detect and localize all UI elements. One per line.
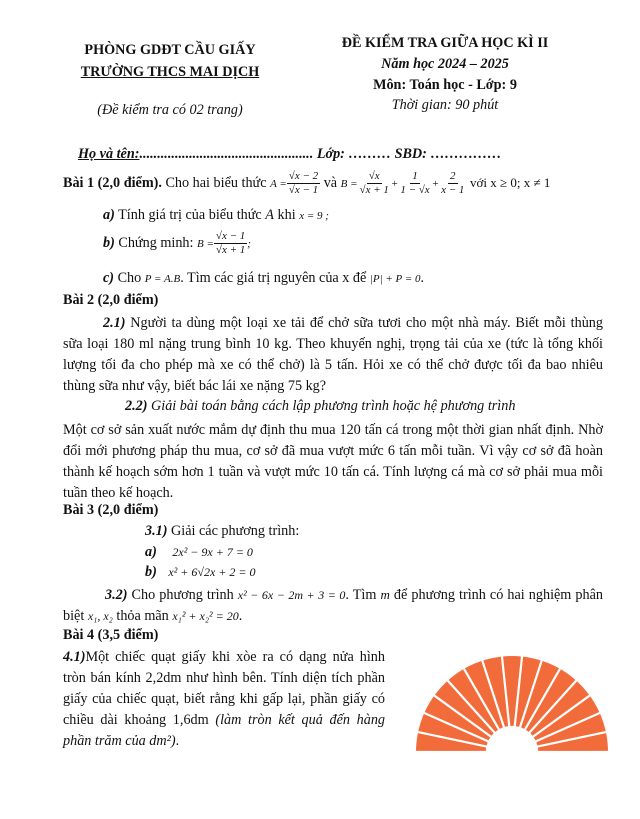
school-name-text: TRƯỜNG THCS MAI DỊCH (80, 64, 260, 80)
bai3-p32-text4: thỏa mãn (116, 608, 169, 624)
bai1-a-cond: x = 9 ; (299, 210, 329, 222)
department-name: PHÒNG GDĐT CẦU GIẤY (84, 42, 256, 58)
bai1-b-num: √x − 1 (215, 230, 246, 242)
pages-note: (Đề kiểm tra có 02 trang) (97, 102, 243, 118)
b-term3-den: x − 1 (441, 184, 465, 196)
bai1-title: Bài 1 (2,0 điểm). (63, 174, 162, 191)
bai1-a-label: a) (103, 207, 115, 223)
bai3-title-text: Bài 3 (2,0 điểm) (63, 502, 159, 518)
exam-time: Thời gian: 90 phút (391, 97, 499, 113)
bai4-title-text: Bài 4 (3,5 điểm) (63, 627, 159, 643)
bai3-p32-m: m (380, 587, 390, 602)
bai3-p32 (63, 584, 603, 627)
name-label: Họ và tên: (78, 146, 140, 162)
expr-B-term3 (439, 170, 466, 197)
bai3-title (63, 502, 158, 519)
student-info-line (78, 146, 608, 163)
bai3-a (145, 544, 253, 561)
paper-fan-figure (412, 648, 612, 758)
bai1-b-end: ; (247, 237, 251, 250)
bai3-p32-text1: Cho phương trình (131, 587, 234, 603)
expr-A-label: A = (270, 177, 287, 190)
bai4-p41-label: 4.1) (63, 649, 86, 665)
bai1-b-text: Chứng minh: (118, 234, 194, 251)
bai1-b-frac (214, 230, 247, 257)
bai3-b (145, 564, 256, 581)
bai1-b-label: b) (103, 234, 115, 251)
bai1-c-text1: Cho (117, 270, 142, 286)
bai1-c-expr1: P = A.B (144, 273, 181, 285)
bai1-c-text2: . Tìm các giá trị nguyên của x để (180, 270, 367, 286)
b-term1-num: √x (368, 170, 380, 182)
expr-A-num: √x − 2 (288, 170, 319, 182)
bai2-p22-heading-line (125, 398, 515, 415)
b-term1-den: √x + 1 (359, 184, 389, 196)
class-label: Lớp: (316, 146, 345, 162)
name-dots: ................................................. (139, 146, 314, 162)
bai2-p22-text: Một cơ sở sản xuất nước mắm dự định thu mua 120 tấn cá trong một thời gian nhất định. Nhờ đổi mới phương pháp thu mua, cơ sở đã mua vượt mức 6 tấn mỗi tuần. Vì vậy cơ sở đã hoàn thành kế hoạch sớm hơn 1 tuần và vượt mức 10 tấn cá. Tính lượng cá mà cơ sở phải mua mỗi tuần theo kế hoạch. (63, 422, 603, 501)
bai1-part-b (103, 230, 251, 257)
sbd-label: SBD: (394, 146, 427, 162)
expr-B-term1 (358, 170, 391, 197)
expr-A-den: √x − 1 (288, 184, 319, 196)
school-year: Năm học 2024 – 2025 (381, 56, 509, 72)
bai2-p21-text: Người ta dùng một loại xe tải để chở sữa tươi cho một nhà máy. Biết mỗi thùng sữa loại 180 ml nặng trung bình 10 kg. Theo khuyến nghị, trọng tải của xe (tức là tổng khối lượng tối đa cho phép mà xe có thể chở) là 5 tấn. Hỏi xe có thể chở được tối đa bao nhiêu thùng sữa như vậy, biết bác lái xe nặng 75 kg? (63, 315, 603, 394)
bai3-p32-text3: để phương trình có hai nghiệm phân biệt (63, 587, 603, 624)
bai3-b-eq: x² + 6√2x + 2 = 0 (168, 565, 256, 579)
bai1-b-lhs: B = (197, 237, 214, 250)
bai3-p32-text2: . Tìm (345, 587, 377, 603)
bai1-part-a (103, 207, 329, 224)
bai3-p32-label: 3.2) (105, 587, 128, 603)
bai3-p31 (145, 523, 299, 540)
bai1-a-var: A (265, 207, 274, 223)
b-term3-num: 2 (450, 170, 456, 182)
bai1-and: và (323, 174, 338, 191)
bai1-c-label: c) (103, 270, 115, 286)
bai3-p31-label: 3.1) (145, 523, 168, 539)
subject: Môn: Toán học - Lớp: 9 (373, 77, 517, 93)
expr-A (287, 170, 320, 197)
bai1-a-text: Tính giá trị của biểu thức (118, 207, 262, 223)
expr-B-term2 (398, 170, 431, 197)
bai3-p31-text: Giải các phương trình: (171, 523, 300, 539)
bai3-p32-cond: x₁² + x₂² = 20 (172, 609, 239, 623)
bai3-p32-end: . (238, 608, 243, 624)
expr-B-label: B = (340, 177, 358, 190)
bai3-a-label: a) (145, 544, 157, 560)
bai1-a-khi: khi (277, 207, 296, 223)
bai3-p32-eq: x² − 6x − 2m + 3 = 0 (237, 588, 346, 602)
school-name (60, 64, 280, 81)
bai4-p41-note: (làm tròn kết quả đến hàng phần trăm của dm²) (63, 712, 386, 749)
bai2-p22-label: 2.2) (125, 398, 148, 414)
bai4-p41-end: . (175, 733, 180, 749)
bai4-title (63, 627, 158, 644)
exam-title: ĐỀ KIỂM TRA GIỮA HỌC KÌ II (341, 35, 549, 51)
bai4-p41-text: Một chiếc quạt giấy khi xòe ra có dạng nửa hình tròn bán kính 2,2dm như hình bên. Tính diện tích phần giấy của chiếc quạt, biết rằng khi gấp lại, phần giấy có chiều dài khoảng 1,6dm (63, 649, 385, 728)
bai4-p41 (63, 647, 385, 752)
bai2-p21 (63, 313, 603, 397)
bai3-p32-vars: x₁, x₂ (87, 609, 113, 623)
bai1-condition: với x ≥ 0; x ≠ 1 (469, 174, 551, 190)
sbd-dots: …………… (430, 146, 502, 162)
bai1-header: Bài 1 (2,0 điểm). Cho hai biểu thức A = $\frac{√x - 2}{√x - 1}$ và B = $\frac{√x}{√x + 1}$ + $\frac{1}{1 - √x}$ + $\frac{2}{x - 1}$ với x ≥ 0; x ≠ 1 (63, 170, 551, 196)
b-term2-den: 1 − √x (400, 184, 430, 196)
bai1-intro: Cho hai biểu thức (165, 174, 267, 191)
bai2-p21-label: 2.1) (103, 315, 126, 331)
bai1-part-c (103, 270, 424, 287)
bai3-a-eq: 2x² − 9x + 7 = 0 (172, 545, 253, 559)
bai3-b-label: b) (145, 564, 157, 580)
bai1-c-end: . (420, 270, 425, 286)
b-term2-num: 1 (412, 170, 418, 182)
bai1-b-den: √x + 1 (215, 244, 246, 256)
bai2-p22-heading: Giải bài toán bằng cách lập phương trình hoặc hệ phương trình (151, 398, 516, 414)
bai1-c-expr2: |P| + P = 0 (369, 273, 421, 285)
class-dots: ……… (348, 146, 392, 162)
bai2-title: Bài 2 (2,0 điểm) (63, 292, 159, 308)
